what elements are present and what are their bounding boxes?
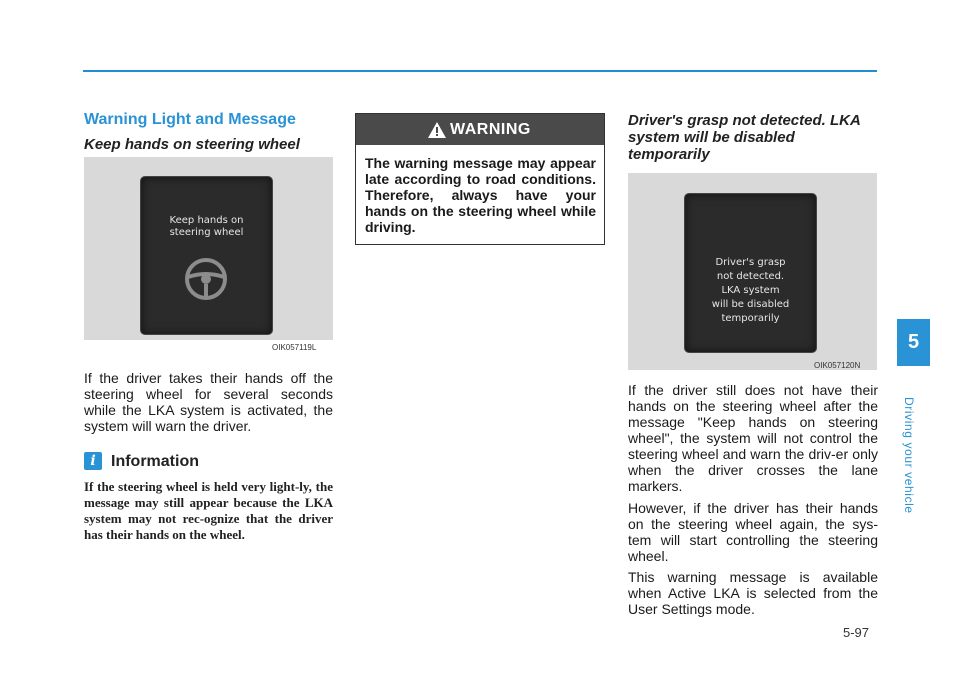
chapter-tab bbox=[897, 319, 930, 366]
warning-box bbox=[355, 113, 605, 245]
cluster-message: Keep hands on steering wheel bbox=[169, 215, 244, 238]
figure-keep-hands bbox=[84, 157, 333, 340]
page-number: 5-97 bbox=[843, 625, 870, 640]
warning-text: The warning message may appear late according to road conditions. Therefore, always have your hands on the steering wheel while driving. bbox=[365, 155, 596, 235]
subsection-title: Keep hands on steering wheel bbox=[84, 136, 300, 153]
cluster-message-2: Driver's grasp not detected. LKA system will be disabled temporarily bbox=[711, 257, 790, 324]
cluster-display-2 bbox=[684, 193, 817, 353]
paragraph-2: If the driver still does not have their hands on the steering wheel after the message "Keep hands on steering wheel", the system will not control the steering wheel and warn the driv-er only when the driver crosses the lane markers. bbox=[628, 382, 878, 494]
figure-grasp-not-detected bbox=[628, 173, 877, 370]
information-title: Information bbox=[111, 453, 199, 470]
chapter-name: Driving your vehicle bbox=[902, 397, 916, 514]
chapter-number: 5 bbox=[907, 331, 920, 353]
information-icon: i bbox=[84, 452, 102, 470]
header-rule bbox=[83, 70, 877, 72]
information-body: If the steering wheel is held very light-ly, the message may still appear because the LKA system may not rec-ognize that the driver has their hands on the wheel. bbox=[84, 479, 333, 542]
section-title: Warning Light and Message bbox=[84, 111, 296, 128]
subsection-title-2: Driver's grasp not detected. LKA system will be disabled temporarily bbox=[628, 112, 861, 163]
figure-code: OIK057119L bbox=[272, 343, 317, 352]
warning-header bbox=[356, 114, 604, 145]
paragraph-3: However, if the driver has their hands on the steering wheel again, the sys-tem will start controlling the steering wheel. bbox=[628, 500, 878, 564]
paragraph: If the driver takes their hands off the steering wheel for several seconds while the LKA system is activated, the system will warn the driver. bbox=[84, 370, 333, 434]
warning-triangle-icon bbox=[428, 122, 446, 138]
steering-wheel-icon bbox=[184, 257, 228, 301]
figure-code-2: OIK057120N bbox=[814, 361, 861, 370]
cluster-display bbox=[140, 176, 273, 335]
warning-label: WARNING bbox=[450, 121, 531, 138]
paragraph-4: This warning message is available when Active LKA is selected from the User Settings mode. bbox=[628, 569, 878, 617]
